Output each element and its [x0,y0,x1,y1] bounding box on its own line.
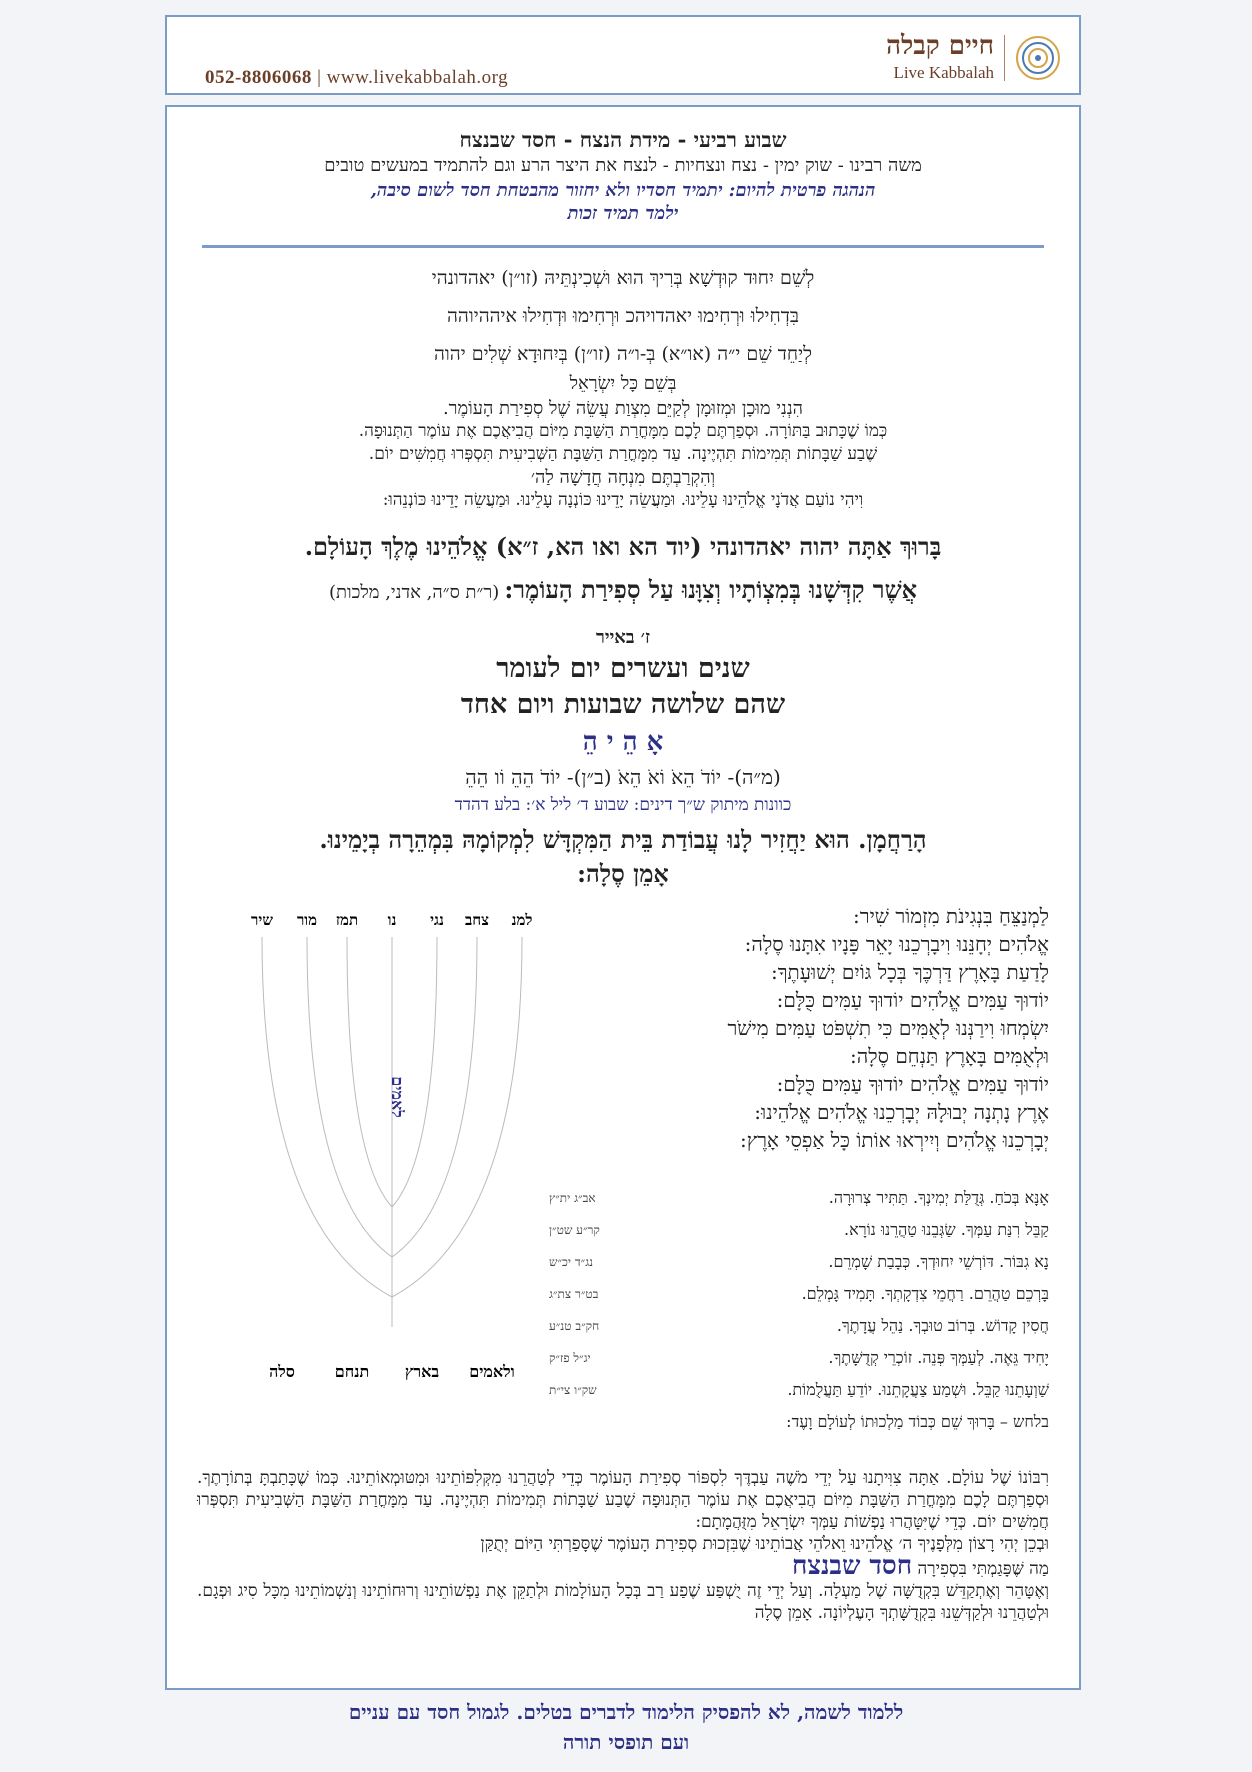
ana-bekoach-text: בלחש – בָּרוּךְ שֵׁם כְּבוֹד מַלְכוּתוֹ לְעוֹלָם וָעֶד: [786,1412,1049,1431]
menorah-top-word: נו [387,911,397,929]
psalm-line: לָדַעַת בָּאָרֶץ דַּרְכֶּךָ בְּכָל גּוֹיִם יְשׁוּעָתֶךָ: [770,960,1049,984]
header [165,15,1081,95]
blessing-line-1: בָּרוּךְ אַתָּה יהוה יאהדונהי (יוד הא ואו הא, ז״א) אֱלֹהֵינוּ מֶלֶךְ הָעוֹלָם. [304,532,942,561]
main-document [165,105,1081,1690]
ana-bekoach-row [549,1214,1049,1246]
menorah-psalm [222,897,562,1397]
ana-bekoach-text: בָּרְכֵם טַהֲרֵם. רַחֲמֵי צִדְקָתְךָ. תָּמִיד גָּמְלֵם. [801,1284,1049,1303]
ana-bekoach-row [549,1310,1049,1342]
phone-number: 052-8806068 [205,67,312,88]
intro-line-6: כְּמוֹ שֶׁכָּתוּב בַּתּוֹרָה. וּסְפַרְתֶּם לָכֶם מִמָּחֳרַת הַשַּׁבָּת מִיּוֹם הֲבִיאֲכֶם אֶת עוֹמֶר הַתְּנוּפָה. [358,421,888,441]
contact-info [205,67,508,89]
week-subtitle: משה רבינו - שוק ימין - נצח ונצחיות - לנצח את היצר הרע וגם להתמיד במעשים טובים [324,155,922,176]
intro-line-2: בִּדְחִילוּ וּרְחִימוּ יאהדויהכ וּרְחִימוּ וּדְחִילוּ איההיוהה [447,305,799,327]
ana-bekoach-text: נָא גִבּוֹר. דּוֹרְשֵׁי יִחוּדְךָ. כְּבָבַת שָׁמְרֵם. [828,1252,1049,1271]
psalm-67 [609,902,1049,1154]
ana-bekoach-row [549,1246,1049,1278]
menorah-top-word: נגי [430,911,444,929]
harachaman-line-1: הָרַחֲמָן. הוּא יַחֲזִיר לָנוּ עֲבוֹדַת בֵּית הַמִּקְדָּשׁ לִמְקוֹמָהּ בִּמְהֵרָה בְיָמֵינוּ. [319,825,927,854]
psalm-line: יוֹדוּךָ עַמִּים אֱלֹהִים יוֹדוּךָ עַמִּים כֻּלָּם: [776,988,1049,1012]
blessing-line-2-row [167,575,1079,605]
ana-bekoach-row [549,1278,1049,1310]
divider [202,245,1044,248]
week-title: שבוע רביעי - מידת הנצח - חסד שבנצח [459,127,787,152]
menorah-bottom-word: בארץ [404,1362,440,1381]
psalm-line: אֱלֹהִים יְחָנֵּנוּ וִיבָרְכֵנוּ יָאֵר פָּנָיו אִתָּנוּ סֶלָה: [744,932,1049,956]
hebrew-date: ז׳ באייר [596,627,650,648]
menorah-top-word: מור [296,911,318,929]
psalm-line: לַמְנַצֵּחַ בִּנְגִינֹת מִזְמוֹר שִׁיר: [853,904,1049,928]
name-letters: אָ הֵ י הֵ [582,727,664,757]
blessing-note: (ר״ת ס״ה, אדני, מלכות) [328,582,500,603]
menorah-top-word: תמז [335,911,359,929]
live-kabbalah-logo-icon [1015,35,1061,81]
blessing-line-2: אֲשֶׁר קִדְּשָׁנוּ בְּמִצְוֹתָיו וְצִוָּנוּ עַל סְפִירַת הָעוֹמֶר: [504,575,917,604]
intro-line-9: וִיהִי נוֹעַם אֲדֹנָי אֱלֹהֵינוּ עָלֵינוּ. וּמַעֲשֵׂה יָדֵינוּ כּוֹנְנָה עָלֵינוּ. וּמַעֲשֵׂה יָדֵינוּ כּוֹנְנֵהוּ: [382,490,864,510]
intro-line-3: לְיַחֵד שֵׁם י״ה (או״א) בְּ-ו״ה (זו״ן) בְּיִחוּדָא שְׁלִים יהוה [433,343,812,365]
intro-line-8: וְהִקְרַבְתֶּם מִנְחָה חֲדָשָׁה לַה׳ [530,467,716,488]
footer-line-1: ללמוד לשמה, לא להפסיק הלימוד לדברים בטלים. לגמול חסד עם עניים [348,1700,904,1724]
intro-line-7: שֶׁבַע שַׁבָּתוֹת תְּמִימוֹת תִּהְיֶינָה. עַד מִמָּחֳרַת הַשַּׁבָּת הַשְּׁבִיעִית תִּסְפְּרוּ חֲמִשִּׁים יוֹם. [368,444,878,464]
ana-bekoach-row [549,1406,1049,1438]
ana-bekoach-text: יָחִיד גֵּאֶה. לְעַמְּךָ פְּנֵה. זוֹכְרֵי קְדֻשָּׁתֶךָ. [828,1348,1049,1367]
kavanot-line: כוונות מיתוק ש״ך דינים: שבוע ד׳ ליל א׳: בלע דהדד [454,795,792,815]
ana-bekoach-text: חֲסִין קָדוֹשׁ. בְּרוֹב טוּבְךָ. נַהֵל עֲדָתֶךָ. [836,1316,1049,1335]
contact-separator: | [317,67,322,88]
menorah-top-word: למנ [511,911,533,929]
ana-bekoach [549,1182,1049,1438]
menorah-bottom-word: סלה [269,1362,295,1381]
ana-bekoach-row [549,1182,1049,1214]
brand [886,33,1061,83]
ana-bekoach-initials: נג״ד יכ״ש [549,1255,594,1269]
daily-practice-cont: ילמד תמיד זכות [567,203,679,224]
omer-day-count: שנים ועשרים יום לעומר [496,653,750,684]
menorah-top-word: שיר [251,911,273,929]
menorah-top-word: צחב [465,911,489,929]
intro-line-5: הִנְנִי מוּכָן וּמְזוּמָן לְקַיֵּם מִצְוַת עֲשֵׂה שֶׁל סְפִירַת הָעוֹמֶר. [442,398,804,419]
website-link[interactable]: www.livekabbalah.org [326,67,509,88]
harachaman-line-2: אָמֵן סֶלָה: [577,859,669,888]
ana-bekoach-initials: בט״ר צת״ג [549,1287,599,1301]
ana-bekoach-row [549,1342,1049,1374]
sefira-name: חסד שבנצח [791,1551,913,1581]
ana-bekoach-initials: אב״ג ית״ץ [549,1191,596,1205]
intro-line-1: לְשֵׁם יִחוּד קוּדְשָׁא בְּרִיךְ הוּא וּשְׁכִינְתֵּיהּ (זו״ן) יאהדונהי [431,267,815,289]
closing-paragraph-1: רִבּוֹנוֹ שֶׁל עוֹלָם. אַתָּה צִוִּיתָנוּ עַל יְדֵי מֹשֶׁה עַבְדֶּךָ לִסְפּוֹר סְפִירַת הָעוֹמֶר כְּדֵי לְטַהֲרֵנוּ מִקְּלִפּוֹתֵינוּ וּמִטּוּמְאוֹתֵינוּ. כְּמוֹ שֶׁכָּתַבְתָּ בְּתוֹרָתֶךָ. וּסְפַרְתֶּם לָכֶם מִמָּחֳרַת הַשַּׁבָּת מִיּוֹם הֲבִיאֲכֶם אֶת עוֹמֶר הַתְּנוּפָה שֶׁבַע שַׁבָּתוֹת תְּמִימוֹת תִּהְיֶינָה. עַד מִמָּחֳרַת הַשַּׁבָּת הַשְּׁבִיעִית תִּסְפְּרוּ חֲמִשִּׁים יוֹם. כְּדֵי שֶׁיִּטָּהֲרוּ נַפְשׁוֹת עַמְּךָ יִשְׂרָאֵל מִזֻּהֲמָתָם: [197,1468,1049,1532]
brand-english: Live Kabbalah [893,63,994,82]
menorah-bottom-word: תנחם [334,1362,370,1381]
psalm-line: יְבָרְכֵנוּ אֱלֹהִים וְיִירְאוּ אוֹתוֹ כָּל אַפְסֵי אָרֶץ: [739,1128,1049,1152]
ana-bekoach-text: אָנָּא בְּכֹחַ. גְּדֻלַּת יְמִינְךָ. תַּתִּיר צְרוּרָה. [828,1188,1049,1207]
psalm-line: וּלְאֻמִּים בָּאָרֶץ תַּנְחֵם סֶלָה: [849,1044,1049,1068]
daily-practice: הנהגה פרטית להיום: יתמיד חסדיו ולא יחזור מהבטחת חסד לשום סיבה, [370,180,876,201]
footer-line-2: ועם תופסי תורה [562,1730,690,1754]
brand-hebrew: חיים קבלה [886,31,994,61]
brand-separator [1004,35,1005,81]
ana-bekoach-text: שַׁוְעָתֵנוּ קַבֵּל. וּשְׁמַע צַעֲקָתֵנוּ. יוֹדֵעַ תַּעֲלֻמוֹת. [787,1380,1049,1399]
intro-line-4: בְּשֵׁם כָּל יִשְׂרָאֵל [569,373,677,394]
psalm-line: יִשְׂמְחוּ וִירַנְּנוּ לְאֻמִּים כִּי תִשְׁפֹּט עַמִּים מִישֹׁר [727,1016,1049,1040]
menorah-center-word: לאמים [388,1076,407,1118]
omer-week-count: שהם שלושה שבועות ויום אחד [460,689,786,720]
ana-bekoach-text: קַבֵּל רִנַּת עַמְּךָ. שַׂגְּבֵנוּ טַהֲרֵנוּ נוֹרָא. [844,1220,1049,1239]
ana-bekoach-initials: שק״ו צי״ת [549,1383,597,1397]
milui-line: (מ״ה)- יוֹדֹ הֵאֹ וֹאֹ הֵאֹ (ב״ן)- יוֹדֹ הֵהֵ וֹו הֵהֵ [465,765,781,789]
psalm-line: אֶרֶץ נָתְנָה יְבוּלָהּ יְבָרְכֵנוּ אֱלֹהִים אֱלֹהֵינוּ: [754,1100,1049,1124]
closing-paragraph-3 [197,1551,1049,1581]
closing-prayer [197,1467,1049,1624]
ana-bekoach-initials: קר״ע שט״ן [549,1223,600,1237]
ana-bekoach-row [549,1374,1049,1406]
closing-paragraph-2: וּבְכֵן יְהִי רָצוֹן מִלְּפָנֶיךָ ה׳ אֱלֹהֵינוּ וֵאלֹהֵי אֲבוֹתֵינוּ שֶׁבִּזְכוּת סְפִירַת הָעוֹמֶר שֶׁסָּפַרְתִּי הַיּוֹם יְתֻקַּן [480,1534,1049,1554]
ana-bekoach-initials: חק״ב טנ״ע [549,1319,600,1333]
closing-paragraph-3a: מַה שֶּׁפָּגַמְתִּי בִּסְפִירָה [917,1559,1049,1579]
menorah-bottom-word: ולאמים [469,1362,515,1381]
psalm-line: יוֹדוּךָ עַמִּים אֱלֹהִים יוֹדוּךָ עַמִּים כֻּלָּם: [776,1072,1049,1096]
closing-paragraph-4: וְאֶטָּהֵר וְאֶתְקַדֵּשׁ בִּקְדֻשָּׁה שֶׁל מַעְלָה. וְעַל יְדֵי זֶה יֻשְׁפַּע שֶׁפַע רַב בְּכָל הָעוֹלָמוֹת וּלְתַקֵּן אֶת נַפְשׁוֹתֵינוּ וְרוּחוֹתֵינוּ וְנִשְׁמוֹתֵינוּ מִכָּל סִיג וּפְגָם. וּלְטַהֲרֵנוּ וּלְקַדְּשֵׁנוּ בִּקְדֻשָּׁתְךָ הָעֶלְיוֹנָה. אָמֵן סֶלָה [197,1581,1049,1623]
ana-bekoach-initials: יג״ל פז״ק [549,1351,591,1365]
